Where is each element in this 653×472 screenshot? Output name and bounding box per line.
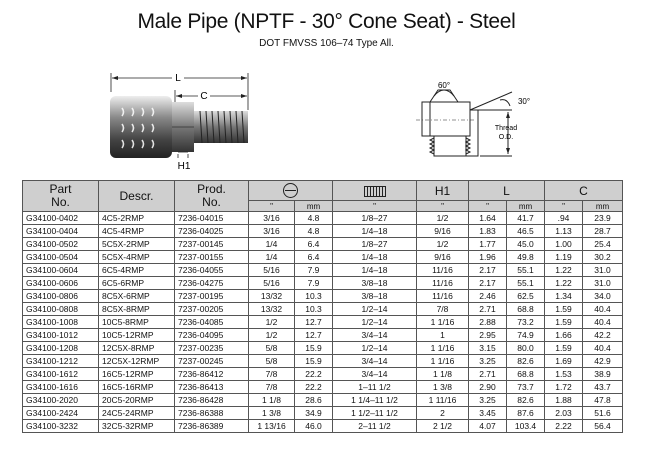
cell-c-inch: 2.22 [545, 420, 583, 433]
cell-prod-no: 7236-04055 [175, 264, 249, 277]
bore-diameter-icon [283, 183, 298, 198]
cell-thread: 3/4–14 [333, 355, 417, 368]
cell-part-no: G34100-1008 [23, 316, 99, 329]
cell-prod-no: 7236-86389 [175, 420, 249, 433]
cell-h1: 1 1/16 [417, 342, 469, 355]
cell-c-inch: 1.53 [545, 368, 583, 381]
cell-l-inch: 1.77 [469, 238, 507, 251]
cell-part-no: G34100-2020 [23, 394, 99, 407]
cell-bore-mm: 7.9 [295, 264, 333, 277]
cell-bore-mm: 46.0 [295, 420, 333, 433]
thread-label: Thread [494, 125, 518, 132]
table-row [23, 290, 623, 303]
cell-bore-inch: 1/2 [249, 316, 295, 329]
dim-c-label: C [200, 91, 208, 102]
header-prod-no: Prod. No. [175, 181, 249, 212]
table-row [23, 238, 623, 251]
cell-thread: 3/4–14 [333, 329, 417, 342]
unit-inch: " [249, 201, 295, 212]
cell-c-inch: 1.88 [545, 394, 583, 407]
cell-h1: 2 1/2 [417, 420, 469, 433]
header-h1: H1 [417, 181, 469, 201]
cell-part-no: G34100-0404 [23, 225, 99, 238]
cell-l-inch: 2.17 [469, 264, 507, 277]
header-thread [333, 181, 417, 201]
table-row [23, 212, 623, 225]
cell-c-inch: .94 [545, 212, 583, 225]
cell-c-inch: 1.22 [545, 264, 583, 277]
cell-thread: 1/4–18 [333, 264, 417, 277]
cell-l-inch: 3.15 [469, 342, 507, 355]
cell-bore-inch: 5/16 [249, 277, 295, 290]
cell-bore-mm: 10.3 [295, 290, 333, 303]
cell-h1: 1 3/8 [417, 381, 469, 394]
cell-c-mm: 28.7 [583, 225, 623, 238]
cell-part-no: G34100-0504 [23, 251, 99, 264]
cell-part-no: G34100-0502 [23, 238, 99, 251]
cell-thread: 1/2–14 [333, 303, 417, 316]
cell-c-mm: 42.2 [583, 329, 623, 342]
cell-thread: 3/8–18 [333, 277, 417, 290]
cell-thread: 3/8–18 [333, 290, 417, 303]
cell-bore-mm: 4.8 [295, 212, 333, 225]
cell-bore-inch: 1/2 [249, 329, 295, 342]
cell-bore-mm: 12.7 [295, 329, 333, 342]
cell-bore-mm: 15.9 [295, 355, 333, 368]
table-row [23, 225, 623, 238]
cell-descr: 12C5X-8RMP [99, 342, 175, 355]
cell-l-inch: 2.95 [469, 329, 507, 342]
cell-h1: 11/16 [417, 264, 469, 277]
cell-h1: 1/2 [417, 238, 469, 251]
cell-l-mm: 82.6 [507, 355, 545, 368]
spec-table-body [23, 212, 623, 433]
cell-descr: 10C5-12RMP [99, 329, 175, 342]
cell-c-mm: 40.4 [583, 316, 623, 329]
cell-c-inch: 1.34 [545, 290, 583, 303]
cell-c-mm: 47.8 [583, 394, 623, 407]
cell-h1: 1 11/16 [417, 394, 469, 407]
cell-l-mm: 103.4 [507, 420, 545, 433]
table-row [23, 420, 623, 433]
cell-l-mm: 87.6 [507, 407, 545, 420]
cell-descr: 20C5-20RMP [99, 394, 175, 407]
cell-bore-inch: 3/16 [249, 225, 295, 238]
cell-c-mm: 43.7 [583, 381, 623, 394]
cell-prod-no: 7236-04085 [175, 316, 249, 329]
cell-bore-mm: 4.8 [295, 225, 333, 238]
cell-h1: 7/8 [417, 303, 469, 316]
cell-prod-no: 7237-00155 [175, 251, 249, 264]
cell-bore-mm: 12.7 [295, 316, 333, 329]
cell-part-no: G34100-0606 [23, 277, 99, 290]
cell-bore-inch: 1 3/8 [249, 407, 295, 420]
table-row [23, 277, 623, 290]
angle-30-label: 30° [517, 97, 531, 106]
cell-c-inch: 1.00 [545, 238, 583, 251]
cell-c-mm: 25.4 [583, 238, 623, 251]
cell-thread: 1 1/2–11 1/2 [333, 407, 417, 420]
header-c: C [545, 181, 623, 201]
cell-part-no: G34100-0402 [23, 212, 99, 225]
cell-h1: 2 [417, 407, 469, 420]
cell-descr: 6C5-6RMP [99, 277, 175, 290]
header-l: L [469, 181, 545, 201]
cell-l-inch: 3.25 [469, 394, 507, 407]
cell-bore-mm: 6.4 [295, 238, 333, 251]
cell-thread: 1/4–18 [333, 251, 417, 264]
cell-c-inch: 1.72 [545, 381, 583, 394]
cell-c-inch: 1.22 [545, 277, 583, 290]
cell-l-mm: 46.5 [507, 225, 545, 238]
cell-thread: 1/2–14 [333, 342, 417, 355]
cell-bore-mm: 28.6 [295, 394, 333, 407]
cell-l-mm: 68.8 [507, 368, 545, 381]
cell-prod-no: 7236-86428 [175, 394, 249, 407]
cell-prod-no: 7237-00145 [175, 238, 249, 251]
cell-part-no: G34100-1612 [23, 368, 99, 381]
cell-c-mm: 38.9 [583, 368, 623, 381]
cell-thread: 1/8–27 [333, 212, 417, 225]
cell-c-inch: 1.59 [545, 342, 583, 355]
cell-l-mm: 55.1 [507, 277, 545, 290]
header-part-no: Part No. [23, 181, 99, 212]
cell-thread: 1/8–27 [333, 238, 417, 251]
unit-inch: " [333, 201, 417, 212]
cell-prod-no: 7236-04095 [175, 329, 249, 342]
cell-bore-mm: 22.2 [295, 368, 333, 381]
table-row [23, 329, 623, 342]
cell-thread: 2–11 1/2 [333, 420, 417, 433]
cell-l-inch: 2.71 [469, 368, 507, 381]
table-row [23, 264, 623, 277]
cell-bore-inch: 5/16 [249, 264, 295, 277]
cell-prod-no: 7236-86388 [175, 407, 249, 420]
cell-prod-no: 7236-04015 [175, 212, 249, 225]
cell-h1: 11/16 [417, 290, 469, 303]
cell-c-inch: 1.66 [545, 329, 583, 342]
cell-thread: 1/2–14 [333, 316, 417, 329]
cell-l-mm: 80.0 [507, 342, 545, 355]
cell-descr: 5C5X-2RMP [99, 238, 175, 251]
cell-prod-no: 7237-00195 [175, 290, 249, 303]
cell-h1: 9/16 [417, 251, 469, 264]
cell-thread: 3/4–14 [333, 368, 417, 381]
cell-prod-no: 7237-00235 [175, 342, 249, 355]
cell-bore-inch: 3/16 [249, 212, 295, 225]
cell-bore-mm: 6.4 [295, 251, 333, 264]
table-row [23, 251, 623, 264]
cell-thread: 1–11 1/2 [333, 381, 417, 394]
cell-c-mm: 56.4 [583, 420, 623, 433]
cell-l-inch: 2.46 [469, 290, 507, 303]
cell-h1: 1 1/8 [417, 368, 469, 381]
cell-c-mm: 31.0 [583, 264, 623, 277]
cell-l-mm: 73.7 [507, 381, 545, 394]
cell-l-inch: 1.83 [469, 225, 507, 238]
cell-thread: 1/4–18 [333, 225, 417, 238]
page-subtitle: DOT FMVSS 106–74 Type All. [259, 38, 394, 49]
cell-descr: 16C5-16RMP [99, 381, 175, 394]
cell-l-inch: 1.96 [469, 251, 507, 264]
cell-bore-inch: 1/4 [249, 238, 295, 251]
cell-h1: 1/2 [417, 212, 469, 225]
cell-prod-no: 7237-00245 [175, 355, 249, 368]
cell-thread: 1 1/4–11 1/2 [333, 394, 417, 407]
cell-part-no: G34100-0806 [23, 290, 99, 303]
cell-bore-mm: 15.9 [295, 342, 333, 355]
cell-bore-inch: 13/32 [249, 290, 295, 303]
cell-bore-inch: 13/32 [249, 303, 295, 316]
unit-inch: " [545, 201, 583, 212]
cell-part-no: G34100-1208 [23, 342, 99, 355]
cell-l-inch: 1.64 [469, 212, 507, 225]
cell-bore-mm: 7.9 [295, 277, 333, 290]
angle-60-label: 60° [437, 81, 451, 90]
cell-part-no: G34100-3232 [23, 420, 99, 433]
cell-prod-no: 7237-00205 [175, 303, 249, 316]
cell-part-no: G34100-0604 [23, 264, 99, 277]
cell-h1: 11/16 [417, 277, 469, 290]
page-title: Male Pipe (NPTF - 30° Cone Seat) - Steel [137, 10, 516, 33]
cell-bore-inch: 5/8 [249, 355, 295, 368]
cone-seat-diagram [408, 80, 548, 172]
table-row [23, 407, 623, 420]
cell-part-no: G34100-1212 [23, 355, 99, 368]
cell-descr: 6C5-4RMP [99, 264, 175, 277]
cell-prod-no: 7236-04275 [175, 277, 249, 290]
cell-c-inch: 1.19 [545, 251, 583, 264]
cell-bore-inch: 1 1/8 [249, 394, 295, 407]
cell-part-no: G34100-0808 [23, 303, 99, 316]
cell-l-mm: 49.8 [507, 251, 545, 264]
h1-label: H1 [177, 161, 191, 172]
cell-l-inch: 2.71 [469, 303, 507, 316]
cell-part-no: G34100-1616 [23, 381, 99, 394]
cell-c-inch: 1.59 [545, 303, 583, 316]
cell-descr: 16C5-12RMP [99, 368, 175, 381]
cell-descr: 24C5-24RMP [99, 407, 175, 420]
cell-h1: 9/16 [417, 225, 469, 238]
cell-l-inch: 4.07 [469, 420, 507, 433]
unit-mm: mm [507, 201, 545, 212]
cell-prod-no: 7236-86413 [175, 381, 249, 394]
cell-bore-inch: 7/8 [249, 368, 295, 381]
header-descr: Descr. [99, 181, 175, 212]
cell-descr: 8C5X-6RMP [99, 290, 175, 303]
cell-descr: 10C5-8RMP [99, 316, 175, 329]
cell-l-inch: 2.17 [469, 277, 507, 290]
cell-c-mm: 51.6 [583, 407, 623, 420]
cell-c-mm: 30.2 [583, 251, 623, 264]
cell-l-mm: 41.7 [507, 212, 545, 225]
cell-h1: 1 [417, 329, 469, 342]
cell-part-no: G34100-2424 [23, 407, 99, 420]
table-row [23, 381, 623, 394]
cell-l-mm: 45.0 [507, 238, 545, 251]
cell-c-inch: 2.03 [545, 407, 583, 420]
table-row [23, 368, 623, 381]
unit-inch: " [417, 201, 469, 212]
cell-c-mm: 31.0 [583, 277, 623, 290]
table-row [23, 355, 623, 368]
cell-c-inch: 1.13 [545, 225, 583, 238]
cell-descr: 12C5X-12RMP [99, 355, 175, 368]
cell-prod-no: 7236-04025 [175, 225, 249, 238]
cell-c-mm: 42.9 [583, 355, 623, 368]
cell-c-mm: 23.9 [583, 212, 623, 225]
cell-bore-mm: 10.3 [295, 303, 333, 316]
cell-c-mm: 40.4 [583, 342, 623, 355]
cell-c-mm: 40.4 [583, 303, 623, 316]
thread-icon [364, 186, 386, 197]
cell-l-mm: 74.9 [507, 329, 545, 342]
cell-bore-inch: 5/8 [249, 342, 295, 355]
cell-l-inch: 3.25 [469, 355, 507, 368]
spec-table [22, 180, 623, 433]
cell-l-mm: 73.2 [507, 316, 545, 329]
cell-l-inch: 3.45 [469, 407, 507, 420]
thread-od-label: O.D. [498, 134, 514, 141]
dim-l-label: L [175, 73, 181, 84]
cell-c-mm: 34.0 [583, 290, 623, 303]
cell-c-inch: 1.69 [545, 355, 583, 368]
header-bore [249, 181, 333, 201]
cell-h1: 1 1/16 [417, 355, 469, 368]
cell-bore-inch: 7/8 [249, 381, 295, 394]
cell-descr: 8C5X-8RMP [99, 303, 175, 316]
cell-c-inch: 1.59 [545, 316, 583, 329]
unit-inch: " [469, 201, 507, 212]
cell-l-mm: 55.1 [507, 264, 545, 277]
cell-l-mm: 82.6 [507, 394, 545, 407]
cell-descr: 4C5-2RMP [99, 212, 175, 225]
cell-descr: 32C5-32RMP [99, 420, 175, 433]
unit-mm: mm [295, 201, 333, 212]
cell-l-inch: 2.90 [469, 381, 507, 394]
cell-l-mm: 62.5 [507, 290, 545, 303]
table-row [23, 303, 623, 316]
table-row [23, 342, 623, 355]
cell-prod-no: 7236-86412 [175, 368, 249, 381]
table-row [23, 316, 623, 329]
table-row [23, 394, 623, 407]
cell-bore-inch: 1 13/16 [249, 420, 295, 433]
cell-bore-mm: 22.2 [295, 381, 333, 394]
unit-mm: mm [583, 201, 623, 212]
cell-bore-inch: 1/4 [249, 251, 295, 264]
cell-l-mm: 68.8 [507, 303, 545, 316]
cell-h1: 1 1/16 [417, 316, 469, 329]
cell-l-inch: 2.88 [469, 316, 507, 329]
cell-descr: 4C5-4RMP [99, 225, 175, 238]
fitting-illustration [100, 66, 250, 172]
cell-bore-mm: 34.9 [295, 407, 333, 420]
cell-part-no: G34100-1012 [23, 329, 99, 342]
cell-descr: 5C5X-4RMP [99, 251, 175, 264]
